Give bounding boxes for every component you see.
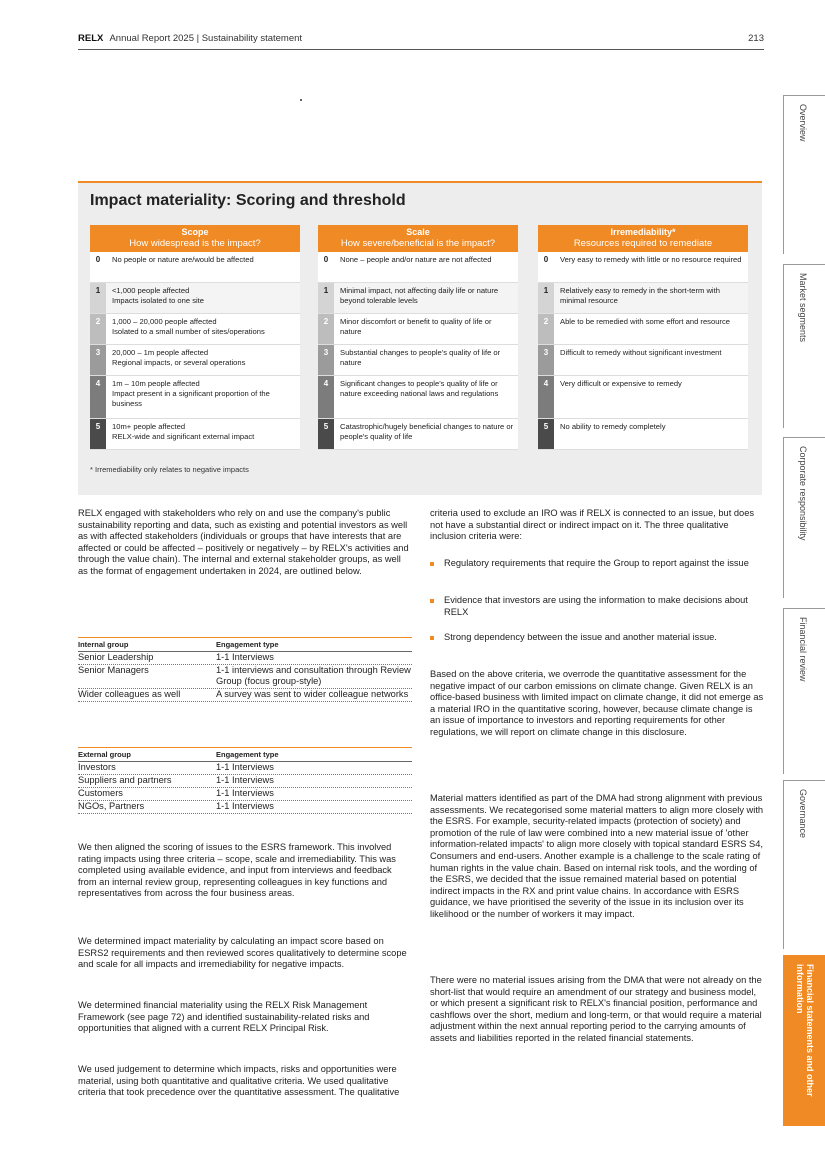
table-row — [78, 689, 412, 702]
impact-materiality-paragraph: We determined impact materiality by calculating an impact score based on ESRS2 requirements and then reviewed scores qualitatively to determine scope and scale for all impacts and irremediability for negative impacts. — [78, 936, 407, 970]
scope-column — [90, 225, 300, 450]
score-number: 4 — [538, 376, 554, 418]
score-row — [90, 345, 300, 376]
tab-label: Corporate responsibility — [798, 446, 808, 541]
table-row — [78, 652, 412, 665]
cell-engagement: A survey was sent to wider colleague networks — [216, 689, 409, 699]
column-subtitle: How widespread is the impact? — [129, 238, 261, 249]
score-number: 2 — [318, 314, 334, 344]
cell-group: Investors — [78, 762, 116, 772]
header-group: Internal group — [78, 640, 129, 649]
page-number: 213 — [748, 33, 764, 44]
table-header — [78, 638, 412, 652]
no-material-issues-paragraph: There were no material issues arising from the DMA that were not already on the short-list that would require an amendment of our strategy and business model, or which present a significant risk to RELX's financial position, performance and cashflows over the short, medium and long-term, or that would require a material adjustment within the next annual reporting period to the carrying amounts of assets and liabilities reported in the related financial statements. — [430, 975, 762, 1043]
score-text: Substantial changes to people's quality of life or nature — [340, 348, 501, 367]
header-group: External group — [78, 750, 131, 759]
impact-materiality-panel — [78, 181, 762, 495]
stray-dot — [300, 99, 302, 101]
cell-engagement: 1-1 Interviews — [216, 788, 274, 798]
column-subtitle: How severe/beneficial is the impact? — [340, 238, 496, 249]
tab-governance[interactable] — [783, 780, 825, 949]
cell-group: NGOs, Partners — [78, 801, 145, 811]
score-text: <1,000 people affected Impacts isolated to one site — [112, 286, 205, 305]
cell-group: Wider colleagues as well — [78, 689, 181, 699]
score-number: 5 — [538, 419, 554, 449]
cell-engagement: 1-1 Interviews — [216, 762, 274, 772]
score-row — [538, 252, 748, 283]
score-row — [318, 314, 518, 345]
cell-group: Senior Leadership — [78, 652, 154, 662]
criteria-paragraph: criteria used to exclude an IRO was if RELX is connected to an issue, but does not have a substantial direct or indirect impact on it. The three qualitative inclusion criteria were: — [430, 508, 755, 542]
score-number: 5 — [90, 419, 106, 449]
table-row — [78, 762, 412, 775]
tab-label: Overview — [798, 104, 808, 142]
score-row — [90, 252, 300, 283]
score-text: Minimal impact, not affecting daily life or nature beyond tolerable levels — [340, 286, 499, 305]
score-text: None – people and/or nature are not affected — [340, 255, 492, 264]
header-engagement: Engagement type — [216, 750, 279, 759]
table-row — [78, 665, 412, 689]
score-text: No people or nature are/would be affected — [112, 255, 254, 264]
score-text: No ability to remedy completely — [560, 422, 666, 431]
override-paragraph: Based on the above criteria, we overrode the quantitative assessment for the negative impact of our carbon emissions on climate change. Given RELX is an office-based business with limited impact on climate change, it did not emerge as a material IRO in the quantitative scoring, however, because climate change is an issue of importance to investors and reporting requirements for other regulations, we will report on climate change in this disclosure. — [430, 669, 764, 737]
score-row — [90, 314, 300, 345]
scoring-paragraph: We then aligned the scoring of issues to the ESRS framework. This involved rating impacts using three criteria – scope, scale and irremediability. This was completed using available evidence, and input from interviews and feedback from an internal review group, representing colleagues in key functions and representatives from across the four business areas. — [78, 842, 396, 899]
score-number: 3 — [90, 345, 106, 375]
table-row — [78, 801, 412, 814]
score-number: 0 — [538, 252, 554, 282]
score-number: 3 — [318, 345, 334, 375]
tab-overview[interactable] — [783, 95, 825, 254]
brand-name: RELX — [78, 33, 104, 44]
score-row — [90, 419, 300, 450]
score-row — [90, 283, 300, 314]
table-row — [78, 775, 412, 788]
tab-label: Market segments — [798, 273, 808, 343]
financial-materiality-paragraph: We determined financial materiality using the RELX Risk Management Framework (see page 72) and identified sustainability-related risks and opportunities that aligned with a current RELX Principal Risk. — [78, 1000, 370, 1034]
column-header — [318, 225, 518, 252]
tab-label: Governance — [798, 789, 808, 839]
internal-groups-table — [78, 637, 412, 702]
tab-market-segments[interactable] — [783, 264, 825, 428]
judgement-paragraph: We used judgement to determine which impacts, risks and opportunities were material, using both quantitative and qualitative criteria. We used qualitative criteria that took precedence over the quantitative assessment. The qualitative — [78, 1064, 400, 1098]
tab-label: Financial review — [798, 617, 808, 682]
score-number: 4 — [90, 376, 106, 418]
score-row — [318, 283, 518, 314]
column-title: Irremediability* — [610, 227, 676, 237]
panel-title: Impact materiality: Scoring and threshold — [90, 192, 406, 209]
page-header — [78, 33, 764, 50]
score-row — [318, 345, 518, 376]
table-row — [78, 788, 412, 801]
score-text: Relatively easy to remedy in the short-term with minimal resource — [560, 286, 720, 305]
bullet-item: Strong dependency between the issue and another material issue. — [430, 632, 760, 644]
tab-financial-statements[interactable] — [783, 955, 825, 1126]
score-number: 0 — [90, 252, 106, 282]
score-text: Very difficult or expensive to remedy — [560, 379, 682, 388]
score-text: Very easy to remedy with little or no resource required — [560, 255, 742, 264]
intro-paragraph: RELX engaged with stakeholders who rely on and use the company's public sustainability reporting and data, such as existing and potential investors as well as with affected stakeholders (individuals or groups that have interests that are affected or could be affected – positively or negatively – by RELX's activities and through the value chain). The internal and external stakeholder groups, as well as the format of engagement undertaken in 2024, are outlined below. — [78, 508, 409, 576]
score-number: 0 — [318, 252, 334, 282]
column-subtitle: Resources required to remediate — [573, 238, 713, 249]
score-row — [318, 419, 518, 450]
column-title: Scale — [406, 227, 430, 237]
material-matters-paragraph: Material matters identified as part of the DMA had strong alignment with previous assessments. We recategorised some material matters to align more closely with the ESRS. For example, security-related impacts (protection of society) and promotion of the rule of law were combined into a new material issue of 'other information-related impacts' to align more closely with topical standard ESRS S4, Consumers and end-users. Another example is a challenge to the scale rating of human rights in the value chain. Based on internal risk tools, and the wording of the ESRS, we decided that the issue remained material based on potential indirect impacts in the RX and print value chains. In accordance with ESRS guidance, we have prioritised the severity of the issue in its inclusion over its likelihood or the number of workers it may impact. — [430, 793, 764, 919]
score-text: Able to be remedied with some effort and resource — [560, 317, 730, 326]
score-number: 5 — [318, 419, 334, 449]
score-number: 1 — [538, 283, 554, 313]
score-text: 1m – 10m people affected Impact present in a significant proportion of the business — [112, 379, 270, 408]
score-number: 2 — [90, 314, 106, 344]
score-number: 2 — [538, 314, 554, 344]
score-text: Catastrophic/hugely beneficial changes to nature or people's quality of life — [340, 422, 514, 441]
cell-engagement: 1-1 Interviews — [216, 652, 274, 662]
score-text: 1,000 – 20,000 people affected Isolated to a small number of sites/operations — [112, 317, 265, 336]
tab-label: Financial statements and other information — [795, 964, 815, 1097]
score-row — [538, 314, 748, 345]
table-header — [78, 748, 412, 762]
score-row — [90, 376, 300, 419]
column-header — [538, 225, 748, 252]
cell-engagement: 1-1 Interviews — [216, 801, 274, 811]
tab-financial-review[interactable] — [783, 608, 825, 774]
cell-group: Customers — [78, 788, 123, 798]
score-text: Minor discomfort or benefit to quality of life or nature — [340, 317, 492, 336]
column-title: Scope — [181, 227, 209, 237]
score-text: Significant changes to people's quality of life or nature exceeding national laws and regulations — [340, 379, 499, 398]
cell-engagement: 1-1 interviews and consultation through Review Group (focus group-style) — [216, 665, 411, 686]
score-row — [318, 376, 518, 419]
scale-column — [318, 225, 518, 450]
header-engagement: Engagement type — [216, 640, 279, 649]
score-number: 1 — [318, 283, 334, 313]
score-text: Difficult to remedy without significant investment — [560, 348, 722, 357]
external-groups-table — [78, 747, 412, 814]
footnote: * Irremediability only relates to negative impacts — [90, 465, 249, 474]
irremediability-column — [538, 225, 748, 450]
score-row — [538, 376, 748, 419]
score-row — [318, 252, 518, 283]
tab-corporate-responsibility[interactable] — [783, 437, 825, 598]
score-row — [538, 283, 748, 314]
column-header — [90, 225, 300, 252]
score-text: 10m+ people affected RELX-wide and significant external impact — [112, 422, 255, 441]
score-number: 4 — [318, 376, 334, 418]
score-number: 1 — [90, 283, 106, 313]
document-title: Annual Report 2025 | Sustainability statement — [109, 33, 303, 44]
bullet-item: Regulatory requirements that require the Group to report against the issue — [430, 558, 760, 570]
cell-group: Senior Managers — [78, 665, 149, 675]
score-row — [538, 345, 748, 376]
cell-group: Suppliers and partners — [78, 775, 172, 785]
score-text: 20,000 – 1m people affected Regional impacts, or several operations — [112, 348, 246, 367]
score-row — [538, 419, 748, 450]
bullet-item: Evidence that investors are using the information to make decisions about RELX — [430, 595, 760, 618]
cell-engagement: 1-1 Interviews — [216, 775, 274, 785]
score-number: 3 — [538, 345, 554, 375]
